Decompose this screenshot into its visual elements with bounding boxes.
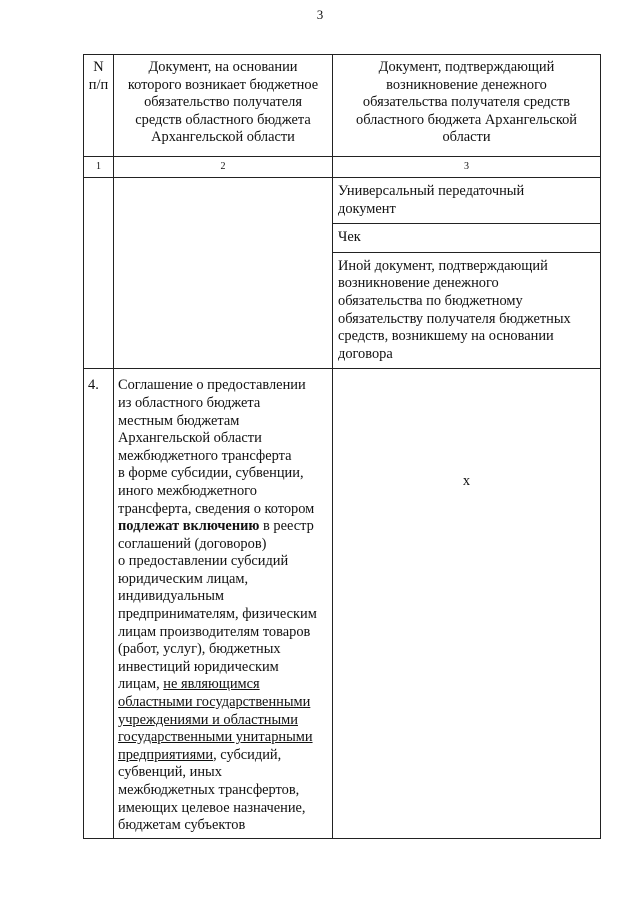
empty-number-cell	[84, 178, 114, 369]
underlined-phrase: не являющимся	[163, 676, 260, 693]
underlined-phrase: предприятиями	[118, 746, 214, 763]
empty-basis-cell	[114, 178, 333, 369]
agreement-description: Соглашение о предоставлении из областного бюджета местным бюджетам Архангельской области межбюджетного трансферта в форме субсидии, субвенции, иного межбюджетного трансферта, сведения о котором подлежат включению в реестр соглашений (договоров) о предоставлении субсидий юридическим лицам, индивидуальным предпринимателям, физическим лицам производителям товаров (работ, услуг), бюджетных инвестиций юридическим лицам, не являющимся областными государственными учреждениями и областными государственными унитарными предприятиями, субсидий, субвенций, иных межбюджетных трансфертов, имеющих целевое назначение, бюджетам субъектов	[114, 369, 333, 838]
bold-phrase: подлежат включению	[118, 518, 260, 535]
column-number: 1	[84, 157, 114, 178]
header-number: N п/п	[84, 55, 114, 157]
header-basis-document: Документ, на основании которого возникает бюджетное обязательство получателя средств областного бюджета Архангельской области	[114, 55, 333, 157]
confirming-doc-other: Иной документ, подтверждающий возникновение денежного обязательства по бюджетному обязательству получателя бюджетных средств, возникшему на основании договора	[333, 252, 601, 369]
not-applicable-mark: x	[333, 369, 601, 838]
underlined-phrase: государственными унитарными	[118, 729, 313, 746]
column-number: 2	[114, 157, 333, 178]
table-row-4	[84, 369, 601, 838]
underlined-phrase: учреждениями и областными	[118, 711, 298, 728]
header-row	[84, 55, 601, 157]
column-number-row	[84, 157, 601, 178]
page-number: 3	[316, 7, 324, 22]
table-row	[84, 178, 601, 224]
column-number: 3	[333, 157, 601, 178]
underlined-phrase: областными государственными	[118, 694, 311, 711]
confirming-doc-upd: Универсальный передаточный документ	[333, 178, 601, 224]
confirming-doc-check: Чек	[333, 224, 601, 253]
budget-documents-table	[83, 54, 601, 839]
row-number: 4.	[84, 369, 114, 838]
header-confirming-document: Документ, подтверждающий возникновение денежного обязательства получателя средств областного бюджета Архангельской области	[333, 55, 601, 157]
